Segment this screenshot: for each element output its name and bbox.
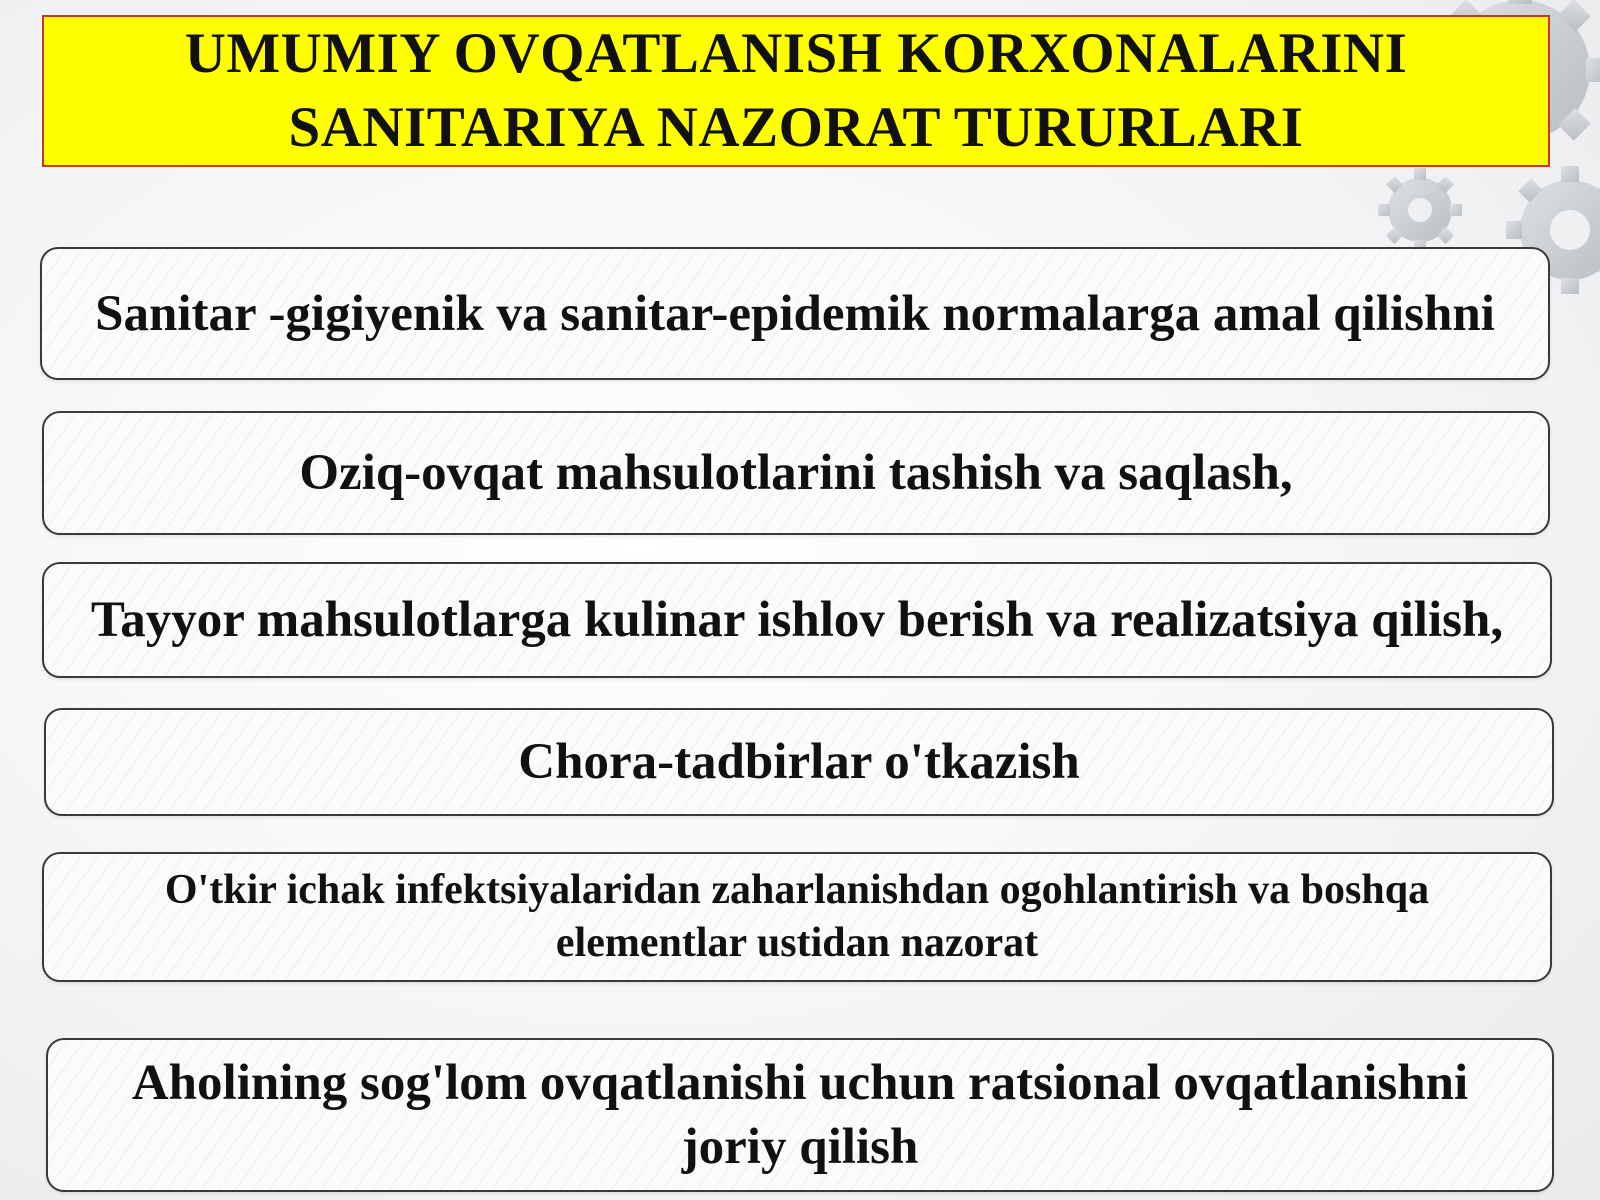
page-title: UMUMIY OVQATLANISH KORXONALARINI SANITARIYA NAZORAT TURURLARI [184,22,1408,159]
list-item [42,562,1552,678]
list-item-text: Sanitar -gigiyenik va sanitar-epidemik normalarga amal qilishni [95,285,1495,342]
title-banner [42,15,1550,167]
list-item-text: Chora-tadbirlar o'tkazish [518,734,1080,790]
list-item [46,1038,1554,1192]
list-item [42,411,1550,535]
list-item-text: O'tkir ichak infektsiyalaridan zaharlanishdan ogohlantirish va boshqa elementlar ustidan nazorat [164,867,1430,966]
list-item-text: Aholining sog'lom ovqatlanishi uchun ratsional ovqatlanishni joriy qilish [131,1055,1469,1175]
list-item [40,247,1550,380]
list-item-text: Oziq-ovqat mahsulotlarini tashish va saqlash, [299,445,1293,501]
list-item [44,708,1554,816]
list-item-text: Tayyor mahsulotlarga kulinar ishlov berish va realizatsiya qilish, [90,592,1504,648]
list-item [42,852,1552,982]
